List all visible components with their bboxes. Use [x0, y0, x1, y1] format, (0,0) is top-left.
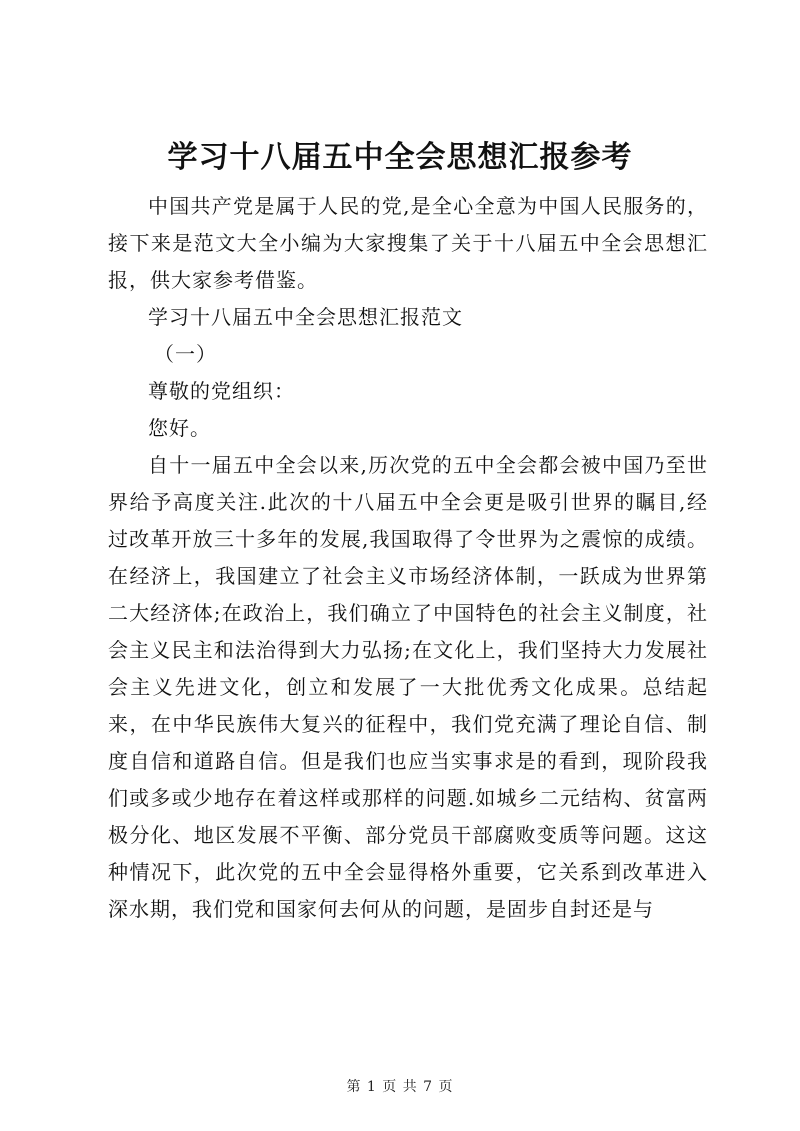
document-body — [108, 188, 708, 928]
greeting: 您好。 — [148, 416, 211, 440]
salutation: 尊敬的党组织： — [148, 379, 295, 403]
document-title: 学习十八届五中全会思想汇报参考 — [167, 140, 633, 175]
page-indicator: 第 1 页 共 7 页 — [346, 1079, 454, 1095]
subheading: 学习十八届五中全会思想汇报范文 — [148, 305, 463, 329]
body-paragraph: 自十一届五中全会以来,历次党的五中全会都会被中国乃至世界给予高度关注.此次的十八届五中全会更是吸引世界的瞩目,经过改革开放三十多年的发展,我国取得了令世界为之震惊的成绩。在经济上，我国建立了社会主义市场经济体制，一跃成为世界第二大经济体;在政治上，我们确立了中国特色的社会主义制度，社会主义民主和法治得到大力弘扬;在文化上，我们坚持大力发展社会主义先进文化，创立和发展了一大批优秀文化成果。总结起来，在中华民族伟大复兴的征程中，我们党充满了理论自信、制度自信和道路自信。但是我们也应当实事求是的看到，现阶段我们或多或少地存在着这样或那样的问题.如城乡二元结构、贫富两极分化、地区发展不平衡、部分党员干部腐败变质等问题。这这种情况下，此次党的五中全会显得格外重要，它关系到改革进入深水期，我们党和国家何去何从的问题，是固步自封还是与 — [108, 453, 708, 921]
section-marker: （一） — [154, 342, 217, 366]
intro-paragraph: 中国共产党是属于人民的党,是全心全意为中国人民服务的，接下来是范文大全小编为大家搜集了关于十八届五中全会思想汇报，供大家参考借鉴。 — [108, 194, 708, 292]
